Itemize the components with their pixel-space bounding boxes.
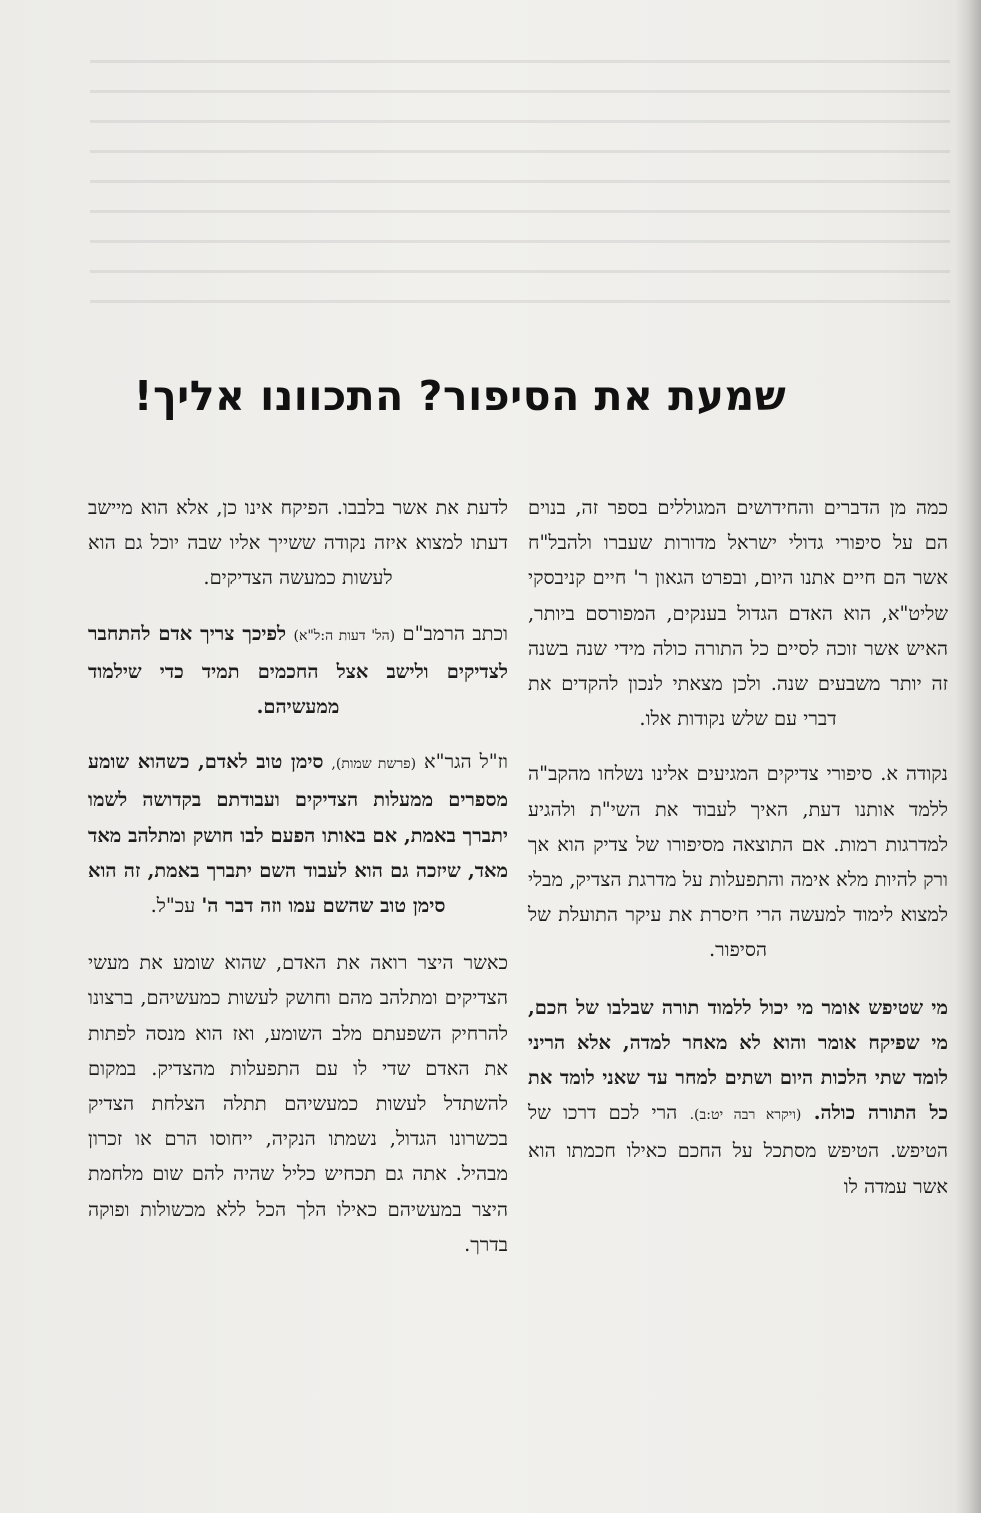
paragraph-rambam <box>88 616 508 725</box>
gra-tail: עכ"ל. <box>150 894 196 918</box>
left-column <box>88 490 508 1262</box>
paragraph-continuation: לדעת את אשר בלבבו. הפיקח אינו כן, אלא הוא מיישב דעתו למצוא איזה נקודה ששייך אליו שבה יוכל גם הוא לעשות כמעשה הצדיקים. <box>88 496 508 590</box>
midrash-source: (ויקרא רבה יט:ב). <box>689 1107 802 1124</box>
midrash-quote: מי שטיפש אומר מי יכול ללמוד תורה שבלבו של חכם, מי שפיקח אומר והוא לא מאחר למדה, אלא הריני לומד שתי הלכות היום ושתים למחר עד שאני לומד את כל התורה כולה. <box>528 995 948 1125</box>
paragraph-midrash <box>528 990 948 1204</box>
gra-source: (פרשת שמות), <box>331 756 417 773</box>
right-column <box>528 490 948 1204</box>
rambam-source: (הל' דעות ה:ל"א) <box>293 627 396 644</box>
show-through-text <box>90 60 950 310</box>
gra-quote: סימן טוב לאדם, כשהוא שומע מספרים ממעלות הצדיקים ועבודתם בקדושה לשמו יתברך באמת, אם באותו הפעם לבו חושק ומתלהב מאד מאד, שיזכה גם הוא לעבוד השם יתברך באמת, זה הוא סימן טוב שהשם עמו וזה דבר ה' <box>88 750 508 918</box>
midrash-explanation: הרי לכם דרכו של הטיפש. הטיפש מסתכל על החכם כאילו חכמתו הוא אשר עמדה לו <box>528 1101 948 1198</box>
paragraph-intro: כמה מן הדברים והחידושים המגוללים בספר זה, בנוים הם על סיפורי גדולי ישראל מדורות שעברו ולהבל"ח אשר הם חיים אתנו היום, ובפרט הגאון ר' חיים קניבסקי שליט"א, הוא האדם הגדול בענקים, המפורסם ביותר, האיש אשר זוכה לסיים כל התורה כולה מידי שנה בשנה זה יותר משבעים שנה. ולכן מצאתי לנכון להקדים את דברי עם שלש נקודות אלו. <box>528 496 948 731</box>
gra-lead: וז"ל הגר"א <box>424 750 509 774</box>
paragraph-point-a: נקודה א. סיפורי צדיקים המגיעים אלינו נשלחו מהקב"ה ללמד אותנו דעת, האיך לעבוד את השי"ת ולהגיע למדרגות רמות. אם התוצאה מסיפורו של צדיק הוא אך ורק להיות מלא אימה והתפעלות על מדרגת הצדיק, מבלי למצוא לימוד למעשה הרי חיסרת את עיקר התועלת של הסיפור. <box>528 762 948 962</box>
paragraph-gra <box>88 744 508 923</box>
page-spine-shadow <box>955 0 981 1513</box>
rambam-lead: וכתב הרמב"ם <box>402 621 508 645</box>
page-title: שמעת את הסיפור? התכוונו אליך! <box>133 372 787 420</box>
paragraph-yetzer: כאשר היצר רואה את האדם, שהוא שומע את מעשי הצדיקים ומתלהב מהם וחושק לעשות כמעשיהם, ברצונו להרחיק השפעתם מלב השומע, ואז הוא מנסה לפתות את האדם שדי לו עם התפעלות מהצדיק. במקום להשתדל לעשות כמעשיהם תתלה הצלחת הצדיק בכשרונו הגדול, נשמתו הנקיה, ייחוסו הרם או זכרון מבהיל. אתה גם תכחיש כליל שהיה להם שום מלחמת היצר במעשיהם כאילו הלך הכל ללא מכשולות ופוקה בדרך. <box>88 951 508 1256</box>
rambam-quote: לפיכך צריך אדם להתחבר לצדיקים ולישב אצל החכמים תמיד כדי שילמוד ממעשיהם. <box>88 621 508 719</box>
